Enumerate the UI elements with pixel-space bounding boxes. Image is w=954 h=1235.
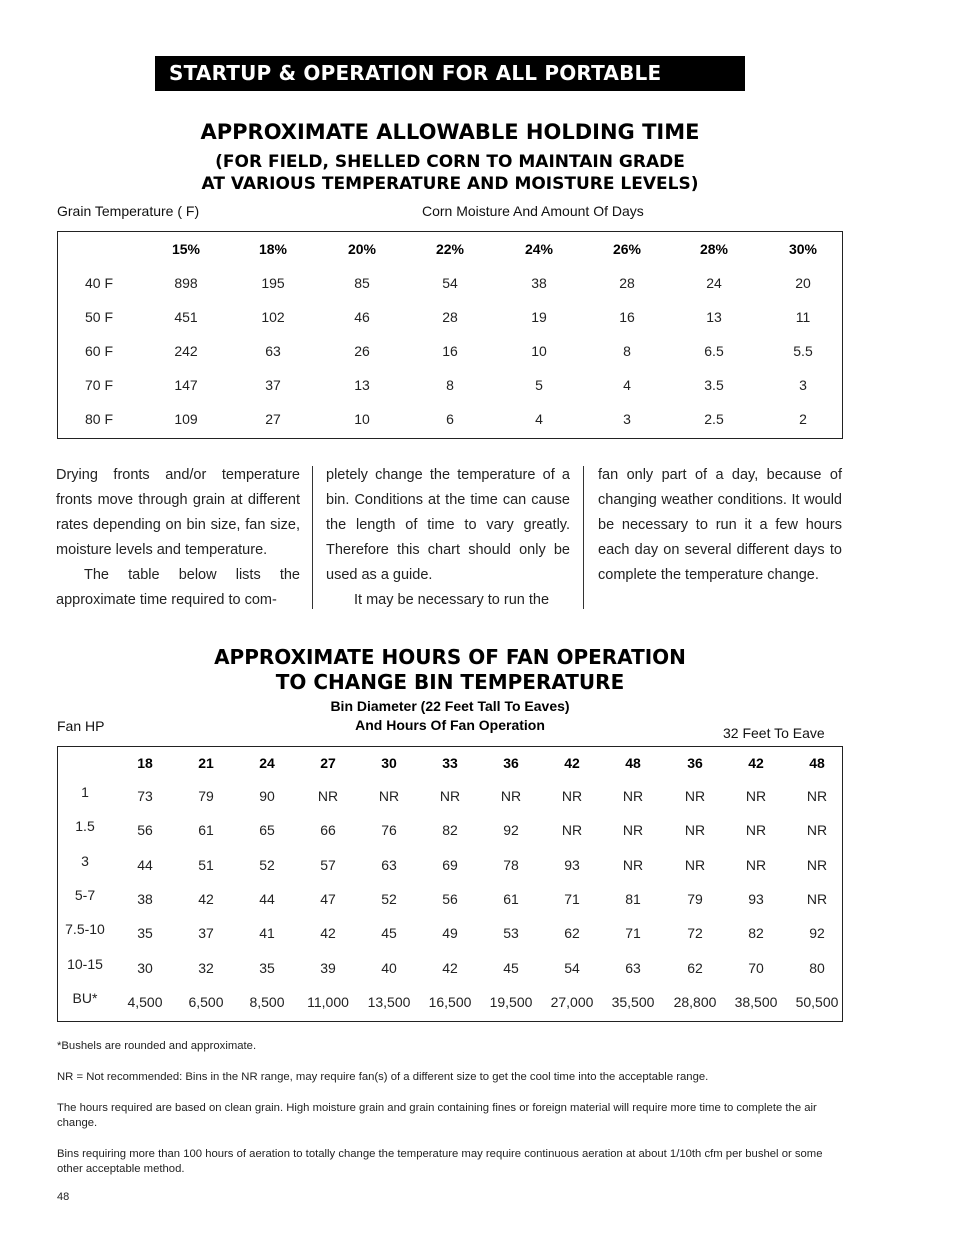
bin-diameter-subtitle-2: And Hours Of Fan Operation (355, 717, 545, 733)
table-cell: NR (684, 857, 706, 873)
table-cell: NR (745, 857, 767, 873)
eave-32-label: 32 Feet To Eave (723, 725, 825, 741)
column-header: 42 (748, 755, 764, 771)
table-cell: 82 (442, 822, 458, 838)
corn-moisture-label: Corn Moisture And Amount Of Days (422, 203, 644, 219)
table-cell: 57 (320, 857, 336, 873)
table-cell: 6.5 (704, 343, 724, 359)
table-cell: 5.5 (793, 343, 813, 359)
holding-time-subtitle-2: AT VARIOUS TEMPERATURE AND MOISTURE LEVELS) (201, 174, 699, 194)
table-cell: 2.5 (704, 411, 724, 427)
table-cell: 50,500 (795, 994, 839, 1010)
table-cell: 63 (625, 960, 641, 976)
column-header: 22% (435, 241, 465, 257)
holding-time-title: APPROXIMATE ALLOWABLE HOLDING TIME (200, 120, 700, 144)
table-cell: 71 (625, 925, 641, 941)
table-cell: NR (561, 788, 583, 804)
table-cell: 3 (623, 411, 631, 427)
column-divider (583, 466, 584, 609)
table-cell: 73 (137, 788, 153, 804)
table-cell: 65 (259, 822, 275, 838)
column-header: 36 (503, 755, 519, 771)
table-cell: 35 (137, 925, 153, 941)
column-header: 18% (258, 241, 288, 257)
table-cell: 42 (320, 925, 336, 941)
table-cell: 5 (535, 377, 543, 393)
table-cell: 37 (265, 377, 281, 393)
table-cell: 56 (137, 822, 153, 838)
column-header: 18 (137, 755, 153, 771)
table-cell: 13 (354, 377, 370, 393)
table-cell: 45 (381, 925, 397, 941)
column-header: 48 (625, 755, 641, 771)
table-cell: 46 (354, 309, 370, 325)
table-cell: 8 (623, 343, 631, 359)
table-cell: 90 (259, 788, 275, 804)
fan-operation-title-2: TO CHANGE BIN TEMPERATURE (275, 670, 625, 694)
table-cell: 61 (503, 891, 519, 907)
table-cell: NR (622, 788, 644, 804)
table-cell: 35,500 (611, 994, 655, 1010)
table-cell: 8,500 (249, 994, 285, 1010)
paragraph: The table below lists the approximate time required to com- (56, 567, 300, 608)
table-cell: 13,500 (367, 994, 411, 1010)
table-cell: 42 (442, 960, 458, 976)
table-cell: 6 (446, 411, 454, 427)
table-cell: 39 (320, 960, 336, 976)
row-label: BU* (72, 990, 98, 1006)
table-cell: 42 (198, 891, 214, 907)
table-cell: 70 (748, 960, 764, 976)
table-cell: 41 (259, 925, 275, 941)
table-cell: 11 (795, 309, 811, 325)
table-cell: 66 (320, 822, 336, 838)
text-column-1 (56, 463, 300, 613)
table-cell: NR (806, 891, 828, 907)
table-cell: 38,500 (734, 994, 778, 1010)
column-header: 27 (320, 755, 336, 771)
table-cell: 93 (748, 891, 764, 907)
column-header: 26% (612, 241, 642, 257)
row-label: 3 (81, 853, 89, 869)
table-cell: 28 (442, 309, 458, 325)
footnote-bushels: *Bushels are rounded and approximate. (57, 1040, 257, 1052)
page-number: 48 (57, 1191, 70, 1203)
section-banner: STARTUP & OPERATION FOR ALL PORTABLE DRYERS (155, 56, 745, 91)
table-cell: 27 (265, 411, 281, 427)
table-cell: NR (500, 788, 522, 804)
table-cell: 195 (261, 275, 285, 291)
holding-time-subtitle-1: (FOR FIELD, SHELLED CORN TO MAINTAIN GRADE (215, 152, 685, 172)
table-cell: 242 (174, 343, 198, 359)
table-cell: 898 (174, 275, 198, 291)
table-cell: NR (806, 822, 828, 838)
row-label: 80 F (84, 411, 113, 427)
table-cell: 11,000 (307, 994, 349, 1010)
column-divider (312, 466, 313, 609)
table-cell: NR (378, 788, 400, 804)
table-cell: 69 (442, 857, 458, 873)
table-cell: 40 (381, 960, 397, 976)
column-header: 48 (809, 755, 825, 771)
table-cell: 38 (531, 275, 547, 291)
table-cell: 32 (198, 960, 214, 976)
column-header: 42 (564, 755, 580, 771)
footnote-aeration: Bins requiring more than 100 hours of aeration to totally change the temperature may require continuous aeration at about 1/10th cfm per bushel or some other acceptable method. (57, 1148, 823, 1175)
table-cell: 56 (442, 891, 458, 907)
table-cell: 62 (564, 925, 580, 941)
table-cell: 6,500 (188, 994, 224, 1010)
footnote-clean-grain: The hours required are based on clean grain. High moisture grain and grain containing fines or foreign material will require more time to complete the air change. (57, 1102, 817, 1129)
table-cell: 451 (174, 309, 198, 325)
table-cell: 10 (531, 343, 547, 359)
row-label: 7.5-10 (65, 921, 105, 937)
table-cell: 47 (320, 891, 336, 907)
text-column-2 (326, 463, 570, 613)
table-cell: NR (806, 788, 828, 804)
table-cell: 16 (442, 343, 458, 359)
table-cell: 2 (799, 411, 807, 427)
table-cell: 51 (198, 857, 214, 873)
table-cell: NR (561, 822, 583, 838)
table-cell: NR (622, 822, 644, 838)
table-cell: 28,800 (673, 994, 717, 1010)
bin-diameter-subtitle-1: Bin Diameter (22 Feet Tall To Eaves) (330, 698, 570, 714)
table-cell: 52 (259, 857, 275, 873)
footnote-nr: NR = Not recommended: Bins in the NR range, may require fan(s) of a different size to get the cool time into the acceptable range. (57, 1071, 709, 1083)
table-cell: 79 (687, 891, 703, 907)
paragraph: fan only part of a day, because of changing weather conditions. It would be necessary to run it a few hours each day on several different days to complete the temperature change. (598, 467, 842, 583)
table-cell: 19,500 (489, 994, 533, 1010)
table-cell: 71 (564, 891, 580, 907)
table-cell: NR (622, 857, 644, 873)
table-cell: 27,000 (550, 994, 594, 1010)
table-cell: 38 (137, 891, 153, 907)
table-cell: 102 (261, 309, 285, 325)
table-cell: 24 (706, 275, 722, 291)
row-label: 1 (81, 784, 89, 800)
paragraph: It may be necessary to run the (354, 592, 550, 608)
table-cell: 4 (535, 411, 543, 427)
column-header: 24 (259, 755, 275, 771)
fan-hp-label: Fan HP (57, 718, 105, 734)
column-header: 28% (699, 241, 729, 257)
paragraph: pletely change the temperature of a bin. Conditions at the time can cause the length of time to vary greatly. Therefore this chart should only be used as a guide. (326, 467, 570, 583)
table-cell: 20 (795, 275, 811, 291)
column-header: 20% (347, 241, 377, 257)
table-cell: NR (684, 822, 706, 838)
table-cell: 72 (687, 925, 703, 941)
table-cell: 4,500 (127, 994, 163, 1010)
row-label: 50 F (84, 309, 113, 325)
table-cell: 44 (137, 857, 153, 873)
table-cell: 78 (503, 857, 519, 873)
table-cell: 62 (687, 960, 703, 976)
table-cell: NR (684, 788, 706, 804)
table-cell: 8 (446, 377, 454, 393)
table-cell: 19 (531, 309, 547, 325)
table-cell: 54 (442, 275, 458, 291)
paragraph: Drying fronts and/or temperature fronts move through grain at different rates depending on bin size, fan size, moisture levels and temperature. (56, 467, 300, 558)
table-cell: 92 (809, 925, 825, 941)
row-label: 5-7 (74, 887, 96, 903)
table-cell: 3.5 (704, 377, 724, 393)
table-cell: 26 (354, 343, 370, 359)
row-label: 40 F (84, 275, 113, 291)
table-cell: NR (745, 822, 767, 838)
column-header: 30% (788, 241, 818, 257)
table-cell: 61 (198, 822, 214, 838)
table-cell: 54 (564, 960, 580, 976)
table-cell: 16 (619, 309, 635, 325)
table-cell: 109 (174, 411, 198, 427)
fan-operation-title-1: APPROXIMATE HOURS OF FAN OPERATION (214, 645, 686, 669)
row-label: 10-15 (67, 956, 103, 972)
column-header: 33 (442, 755, 458, 771)
table-cell: 79 (198, 788, 214, 804)
table-cell: 63 (265, 343, 281, 359)
table-cell: 85 (354, 275, 370, 291)
table-cell: 52 (381, 891, 397, 907)
fan-hours-table (57, 746, 843, 1022)
table-cell: 30 (137, 960, 153, 976)
column-header: 24% (524, 241, 554, 257)
text-column-3 (598, 463, 842, 613)
table-cell: 63 (381, 857, 397, 873)
row-label: 60 F (84, 343, 113, 359)
table-cell: NR (317, 788, 339, 804)
grain-temperature-label: Grain Temperature ( F) (57, 203, 200, 219)
table-cell: 92 (503, 822, 519, 838)
row-label: 1.5 (75, 818, 95, 834)
table-cell: NR (745, 788, 767, 804)
table-cell: 76 (381, 822, 397, 838)
table-cell: 82 (748, 925, 764, 941)
table-cell: 16,500 (428, 994, 472, 1010)
table-cell: 81 (625, 891, 641, 907)
table-cell: 45 (503, 960, 519, 976)
holding-time-table (57, 231, 843, 439)
table-cell: 44 (259, 891, 275, 907)
table-cell: 147 (174, 377, 198, 393)
table-cell: NR (439, 788, 461, 804)
column-header: 30 (381, 755, 397, 771)
table-cell: 37 (198, 925, 214, 941)
table-cell: 53 (503, 925, 519, 941)
table-cell: 3 (799, 377, 807, 393)
table-cell: 80 (809, 960, 825, 976)
table-cell: 93 (564, 857, 580, 873)
table-cell: 4 (623, 377, 631, 393)
table-cell: 13 (706, 309, 722, 325)
table-cell: NR (806, 857, 828, 873)
table-cell: 49 (442, 925, 458, 941)
row-label: 70 F (84, 377, 113, 393)
table-cell: 10 (354, 411, 370, 427)
table-cell: 35 (259, 960, 275, 976)
column-header: 15% (171, 241, 201, 257)
table-cell: 28 (619, 275, 635, 291)
column-header: 36 (687, 755, 703, 771)
column-header: 21 (198, 755, 214, 771)
